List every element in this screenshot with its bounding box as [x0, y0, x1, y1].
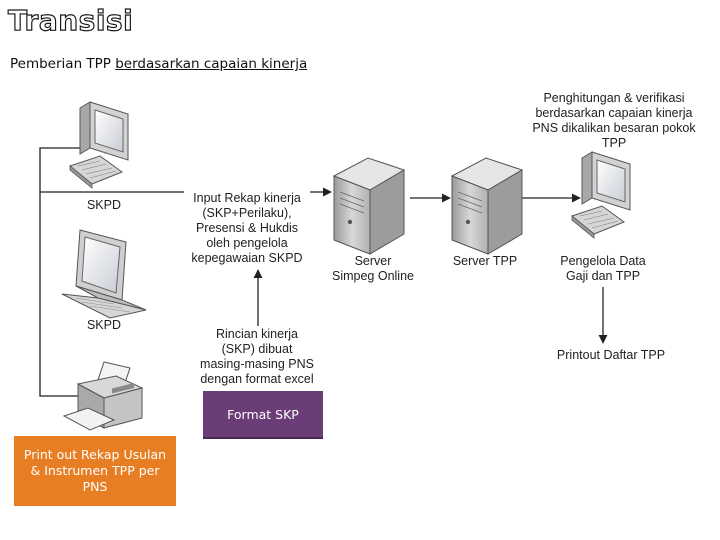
annotation-penghitungan: Penghitungan & verifikasi berdasarkan capaian kinerja PNS dikalikan besaran pokok TPP [532, 91, 696, 150]
annotation-printout-tpp: Printout Daftar TPP [556, 348, 666, 362]
server-tpp-icon [452, 158, 522, 254]
page-title: Transisi [8, 4, 134, 37]
server-simpeg-icon [334, 158, 404, 254]
desktop-computer-icon [70, 102, 128, 188]
laptop-computer-icon [62, 230, 146, 318]
label-pengelola: Pengelola Data Gaji dan TPP [560, 254, 646, 283]
format-skp-box: Format SKP [203, 391, 323, 439]
pengelola-computer-icon [572, 152, 630, 238]
label-skpd-desktop: SKPD [86, 198, 122, 212]
label-server-tpp: Server TPP [452, 254, 518, 268]
annotation-input-rekap: Input Rekap kinerja (SKP+Perilaku), Presensi & Hukdis oleh pengelola kepegawaian SKPD [184, 191, 310, 266]
annotation-rincian: Rincian kinerja (SKP) dibuat masing-masing PNS dengan format excel [200, 327, 314, 386]
subtitle-plain: Pemberian TPP [10, 56, 116, 72]
label-skpd-laptop: SKPD [86, 318, 122, 332]
label-server-simpeg: Server Simpeg Online [332, 254, 414, 283]
subtitle-underlined: berdasarkan capaian kinerja [115, 56, 308, 72]
print-rekap-box: Print out Rekap Usulan & Instrumen TPP per PNS [14, 436, 176, 506]
